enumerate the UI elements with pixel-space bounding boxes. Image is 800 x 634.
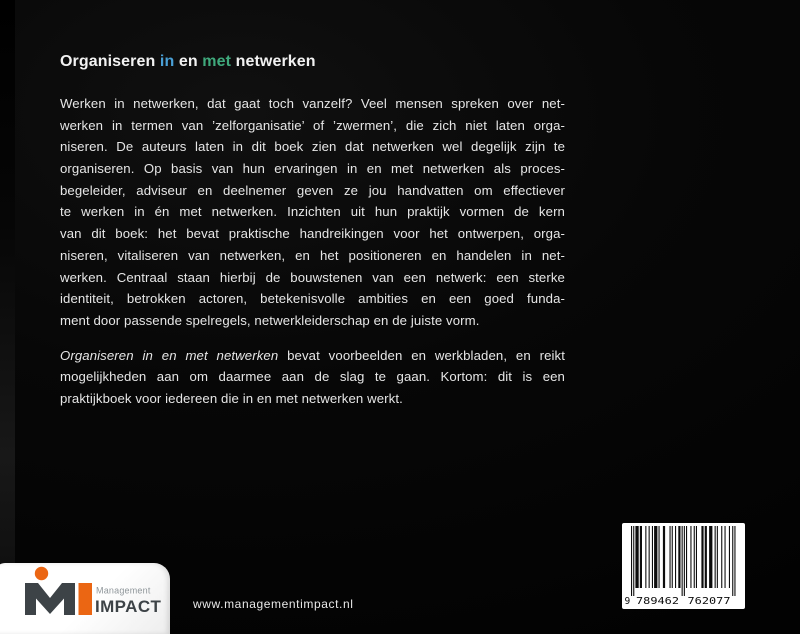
body-line: ment door passende spelregels, netwerkleiderschap en de juiste vorm.: [60, 312, 480, 328]
management-impact-logo: [25, 566, 175, 618]
logo-impact-text: IMPACT: [95, 597, 162, 616]
body-line: te werken in én met netwerken. Inzichten uit hun praktijk vormen de kern: [60, 204, 565, 220]
logo-i-bar-icon: [79, 583, 93, 615]
barcode-bars: [631, 526, 736, 596]
publisher-logo-plate: [0, 563, 170, 634]
barcode-digits-left: 789462: [636, 596, 679, 607]
body-line: Werken in netwerken, dat gaat toch vanzelf? Veel mensen spreken over net-: [60, 96, 565, 111]
paragraph-1: [60, 93, 565, 332]
body-line: van dit boek: het bevat praktische handreikingen voor het ontwerpen, orga-: [60, 226, 565, 242]
cover-left-edge: [0, 0, 15, 634]
body-line: niseren, vitaliseren van netwerken, en het positioneren en handelen in net-: [60, 247, 565, 263]
logo-m-icon: [25, 583, 75, 615]
body-line: niseren. De auteurs laten in dit boek zien dat netwerken wel degelijk zijn te: [60, 139, 565, 155]
cover-body-text: [60, 93, 565, 410]
title-word-organiseren: Organiseren: [60, 53, 160, 70]
book-title-italic: Organiseren in en met netwerken: [60, 347, 279, 363]
title-word-met: met: [202, 53, 232, 70]
cover-title: [60, 53, 580, 71]
logo-dot-icon: [35, 567, 48, 580]
body-line: werken in termen van ’zelforganisatie’ of ’zwermen’, die zich niet laten orga-: [60, 117, 565, 133]
body-line: identiteit, betrokken actoren, betekenisvolle ambities en een goed funda-: [60, 291, 565, 307]
body-line: mogelijkheden aan om daarmee aan de slag te gaan. Kortom: dit is een: [60, 369, 565, 385]
title-word-en: en: [174, 53, 203, 70]
body-line: organiseren. Op basis van hun ervaringen in en met netwerken als proces-: [60, 161, 565, 177]
body-line: [60, 345, 565, 367]
body-line: begeleider, adviseur en deelnemer geven ze jou handvatten om effectiever: [60, 182, 565, 198]
logo-management-text: Management: [96, 585, 151, 596]
isbn-barcode: [622, 523, 745, 609]
body-line-rest: bevat voorbeelden en werkbladen, en reikt: [278, 347, 565, 363]
publisher-website-url: www.managementimpact.nl: [193, 597, 354, 611]
barcode-digit-first: 9: [624, 596, 631, 607]
paragraph-2: [60, 345, 565, 410]
title-word-in: in: [159, 53, 175, 70]
body-line: werken. Centraal staan hierbij de bouwstenen van een netwerk: een sterke: [60, 269, 565, 285]
title-word-netwerken: netwerken: [231, 53, 316, 70]
body-line: praktijkboek voor iedereen die in en met netwerken werkt.: [60, 390, 403, 406]
barcode-digits-right: 762077: [687, 596, 731, 607]
